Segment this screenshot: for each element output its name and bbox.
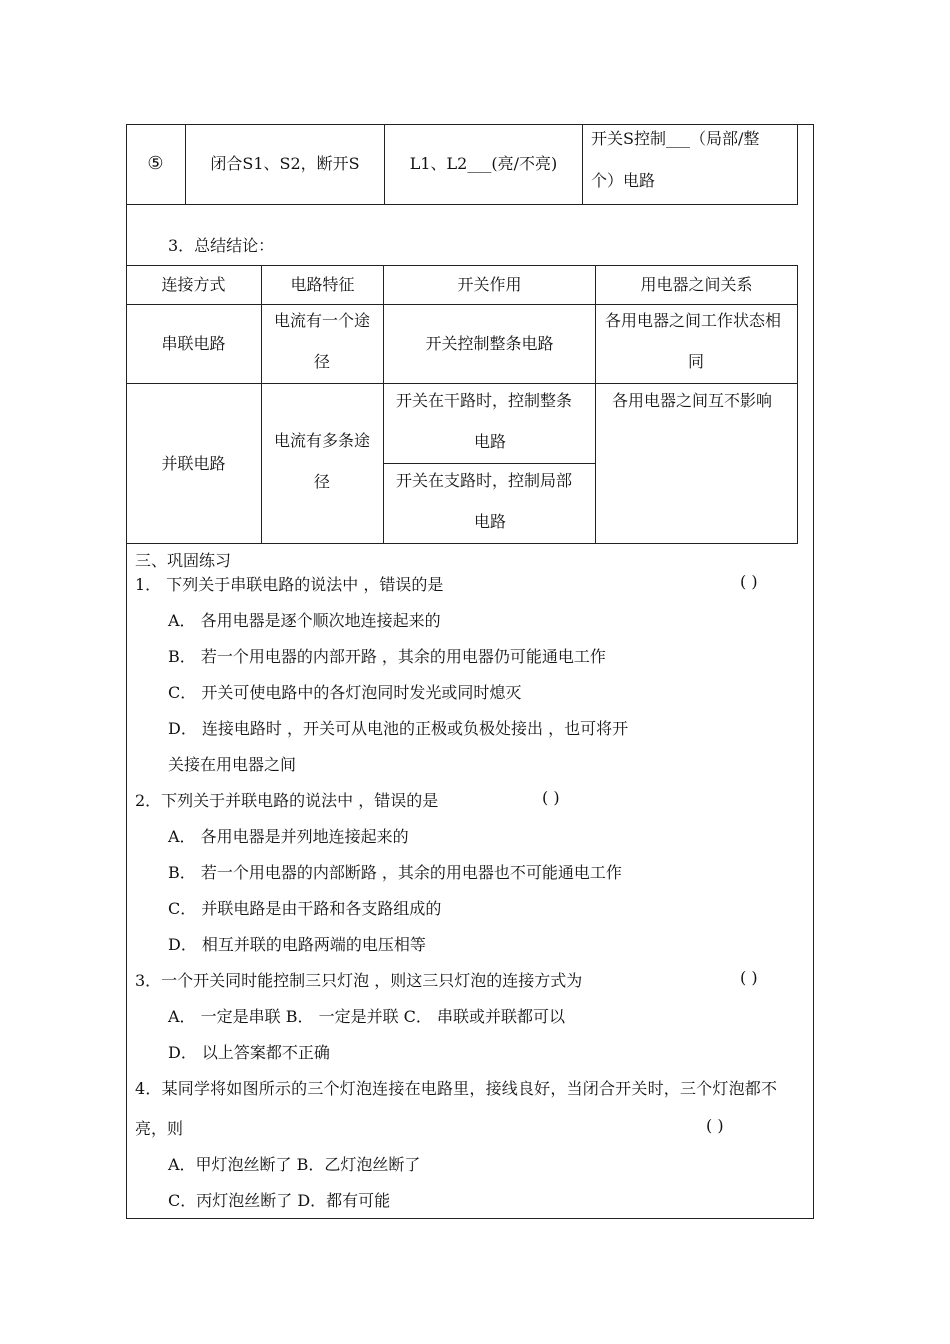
summary-line-switch-split: [383, 463, 595, 464]
q1-option-d-line1: D． 连接电路时 ，开关可从电池的正极或负极处接出 ，也可将开: [168, 719, 629, 738]
q3-options-abc: A． 一定是串联 B． 一定是并联 C． 串联或并联都可以: [168, 1007, 565, 1026]
q3-answer-paren: ( ): [740, 968, 758, 987]
series-feature-line2: 径: [314, 352, 331, 371]
series-type: 串联电路: [161, 334, 226, 353]
series-relation-line1: 各用电器之间工作状态相: [605, 311, 782, 330]
row5-bottom-border: [126, 204, 798, 205]
parallel-switch1-line2: 电路: [474, 432, 507, 451]
row5-operation: 闭合S1、S2，断开S: [210, 154, 360, 173]
q4-options-cd: C．丙灯泡丝断了 D．都有可能: [168, 1191, 391, 1210]
summary-heading: 3．总结结论：: [168, 236, 275, 255]
parallel-switch2-line2: 电路: [474, 512, 507, 531]
row5-role-line1: 开关S控制___（局部/整: [591, 129, 760, 148]
series-switch: 开关控制整条电路: [425, 334, 554, 353]
row5-number: ⑤: [147, 153, 164, 174]
q1-option-a: A． 各用电器是逐个顺次地连接起来的: [168, 611, 441, 630]
q3-option-d: D． 以上答案都不正确: [168, 1043, 330, 1062]
parallel-feature-line2: 径: [314, 472, 331, 491]
row5-role-line2: 个）电路: [591, 171, 656, 190]
row5-divider-3: [582, 124, 583, 205]
summary-col-divider-3: [595, 265, 596, 544]
series-relation-line2: 同: [688, 352, 705, 371]
summary-col-divider-4: [797, 265, 798, 544]
q2-option-d: D． 相互并联的电路两端的电压相等: [168, 935, 426, 954]
q2-option-a: A． 各用电器是并列地连接起来的: [168, 827, 409, 846]
q1-option-c: C． 开关可使电路中的各灯泡同时发光或同时熄灭: [168, 683, 522, 702]
header-appliance-relation: 用电器之间关系: [640, 274, 753, 294]
q4-options-ab: A．甲灯泡丝断了 B．乙灯泡丝断了: [168, 1155, 421, 1174]
practice-heading: 三、巩固练习: [135, 551, 232, 570]
row5-divider-4: [797, 124, 798, 205]
parallel-switch2-line1: 开关在支路时，控制局部: [396, 471, 573, 490]
q2-option-c: C． 并联电路是由干路和各支路组成的: [168, 899, 442, 918]
q2-answer-paren: ( ): [542, 788, 560, 807]
parallel-relation: 各用电器之间互不影响: [612, 391, 773, 410]
row5-result: L1、L2___(亮/不亮): [409, 154, 558, 173]
q4-stem-line1: 4．某同学将如图所示的三个灯泡连接在电路里，接线良好，当闭合开关时，三个灯泡都不: [135, 1079, 778, 1098]
parallel-feature-line1: 电流有多条途: [274, 431, 371, 450]
summary-line-bottom: [126, 543, 798, 544]
series-feature-line1: 电流有一个途: [274, 311, 371, 330]
header-switch-role: 开关作用: [457, 274, 522, 294]
q2-option-b: B． 若一个用电器的内部断路 ，其余的用电器也不可能通电工作: [168, 863, 622, 882]
header-connection-type: 连接方式: [161, 274, 226, 294]
parallel-type: 并联电路: [161, 453, 226, 473]
header-circuit-feature: 电路特征: [290, 274, 355, 294]
q3-stem: 3．一个开关同时能控制三只灯泡 ，则这三只灯泡的连接方式为: [135, 971, 583, 990]
q1-option-d-line2: 关接在用电器之间: [168, 755, 297, 774]
q1-option-b: B． 若一个用电器的内部开路 ，其余的用电器仍可能通电工作: [168, 647, 606, 666]
q4-stem-line2: 亮，则: [135, 1119, 184, 1138]
summary-col-divider-1: [261, 265, 262, 544]
q2-stem: 2．下列关于并联电路的说法中 ，错误的是: [135, 791, 439, 810]
q1-stem: 1． 下列关于串联电路的说法中 ，错误的是: [135, 575, 444, 594]
q4-answer-paren: ( ): [706, 1116, 724, 1135]
parallel-switch1-line1: 开关在干路时，控制整条: [396, 391, 573, 410]
q1-answer-paren: ( ): [740, 572, 758, 591]
